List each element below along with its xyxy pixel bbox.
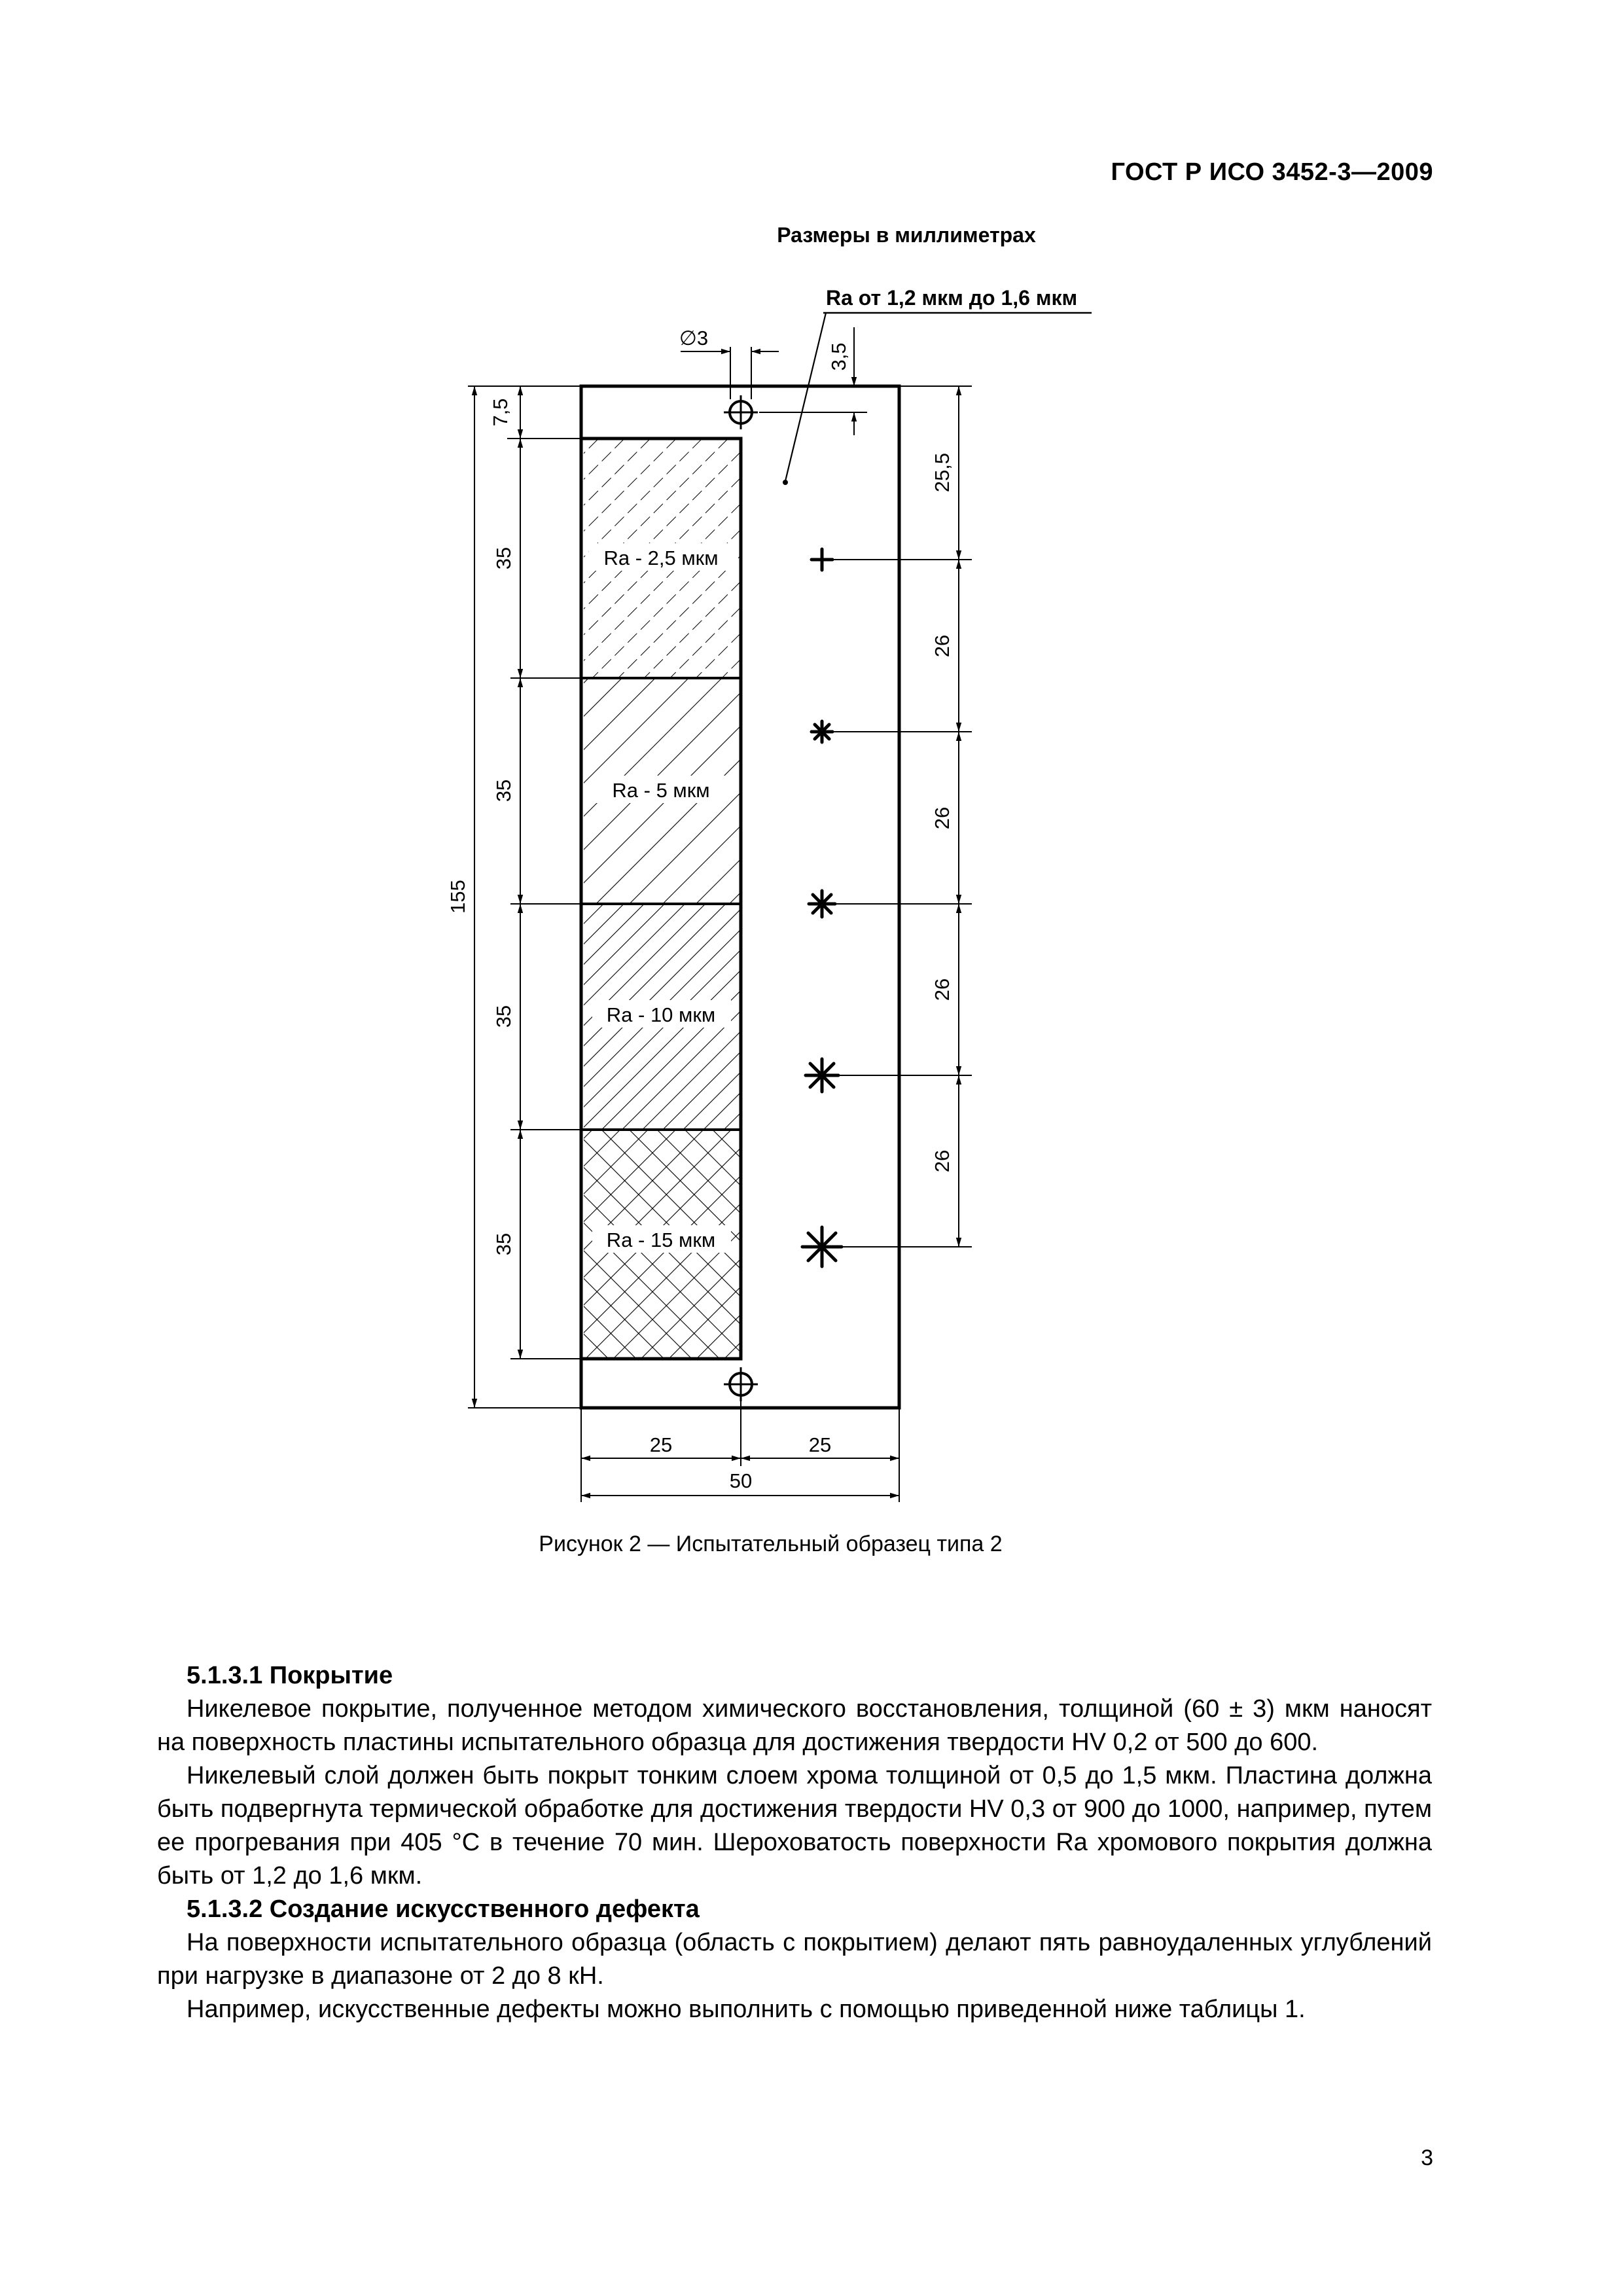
dim-half-right-label: 25 — [808, 1433, 832, 1456]
zone-label: Ra - 15 мкм — [606, 1229, 716, 1251]
defect-spacing-label: 26 — [931, 806, 954, 830]
zone-label: Ra - 10 мкм — [606, 1003, 716, 1026]
top-hole — [724, 395, 758, 429]
zone-height-label: 35 — [492, 1232, 515, 1256]
figure-caption: Рисунок 2 — Испытательный образец типа 2 — [539, 1532, 1003, 1556]
roughness-leader-dot — [783, 480, 788, 485]
document-header: ГОСТ Р ИСО 3452-3—2009 — [1111, 158, 1433, 186]
section-heading: 5.1.3.2 Создание искусственного дефекта — [187, 1895, 700, 1923]
section-heading: 5.1.3.1 Покрытие — [187, 1662, 393, 1689]
zone-label: Ra - 2,5 мкм — [603, 547, 719, 569]
page-number: 3 — [1421, 2145, 1433, 2170]
dim-right-first-label: 25,5 — [931, 452, 954, 493]
zone-height-label: 35 — [492, 779, 515, 802]
document-body — [157, 1659, 1432, 2026]
dim-half-left-label: 25 — [649, 1433, 673, 1456]
bottom-hole — [724, 1367, 758, 1401]
paragraph: Никелевое покрытие, полученное методом химического восстановления, толщиной (60 ± 3) мкм наносят на поверхность пластины испытательного образца для достижения твердости HV 0,2 от 500 до 600. — [157, 1695, 1432, 1756]
dim-total-height-label: 155 — [446, 880, 469, 914]
defect-spacing-label: 26 — [931, 1149, 954, 1173]
dim-top-offset-label: 7,5 — [489, 398, 512, 427]
zone-label: Ra - 5 мкм — [612, 779, 710, 802]
paragraph: Например, искусственные дефекты можно выполнить с помощью приведенной ниже таблицы 1. — [187, 1996, 1306, 2023]
paragraph: На поверхности испытательного образца (область с покрытием) делают пять равноудаленных углублений при нагрузке в диапазоне от 2 до 8 кН. — [157, 1929, 1432, 1990]
zone-height-label: 35 — [492, 547, 515, 570]
roughness-leader — [785, 313, 826, 481]
defect-spacing-label: 26 — [931, 978, 954, 1001]
hole-diameter-label: ∅3 — [679, 327, 709, 350]
dim-small-top-label: 3,5 — [827, 342, 850, 371]
defect-spacing-label: 26 — [931, 634, 954, 658]
roughness-note: Ra от 1,2 мкм до 1,6 мкм — [826, 286, 1078, 310]
units-note: Размеры в миллиметрах — [777, 223, 1036, 247]
paragraph: Никелевый слой должен быть покрыт тонким слоем хрома толщиной от 0,5 до 1,5 мкм. Пластина должна быть подвергнута термической обработке для достижения твердости HV 0,3 от 900 до 1000, например, путем ее прогревания при 405 °С в течение 70 мин. Шероховатость поверхности Ra хромового покрытия должна быть от 1,2 до 1,6 мкм. — [157, 1762, 1432, 1890]
dim-width-label: 50 — [729, 1469, 753, 1492]
zone-height-label: 35 — [492, 1005, 515, 1028]
